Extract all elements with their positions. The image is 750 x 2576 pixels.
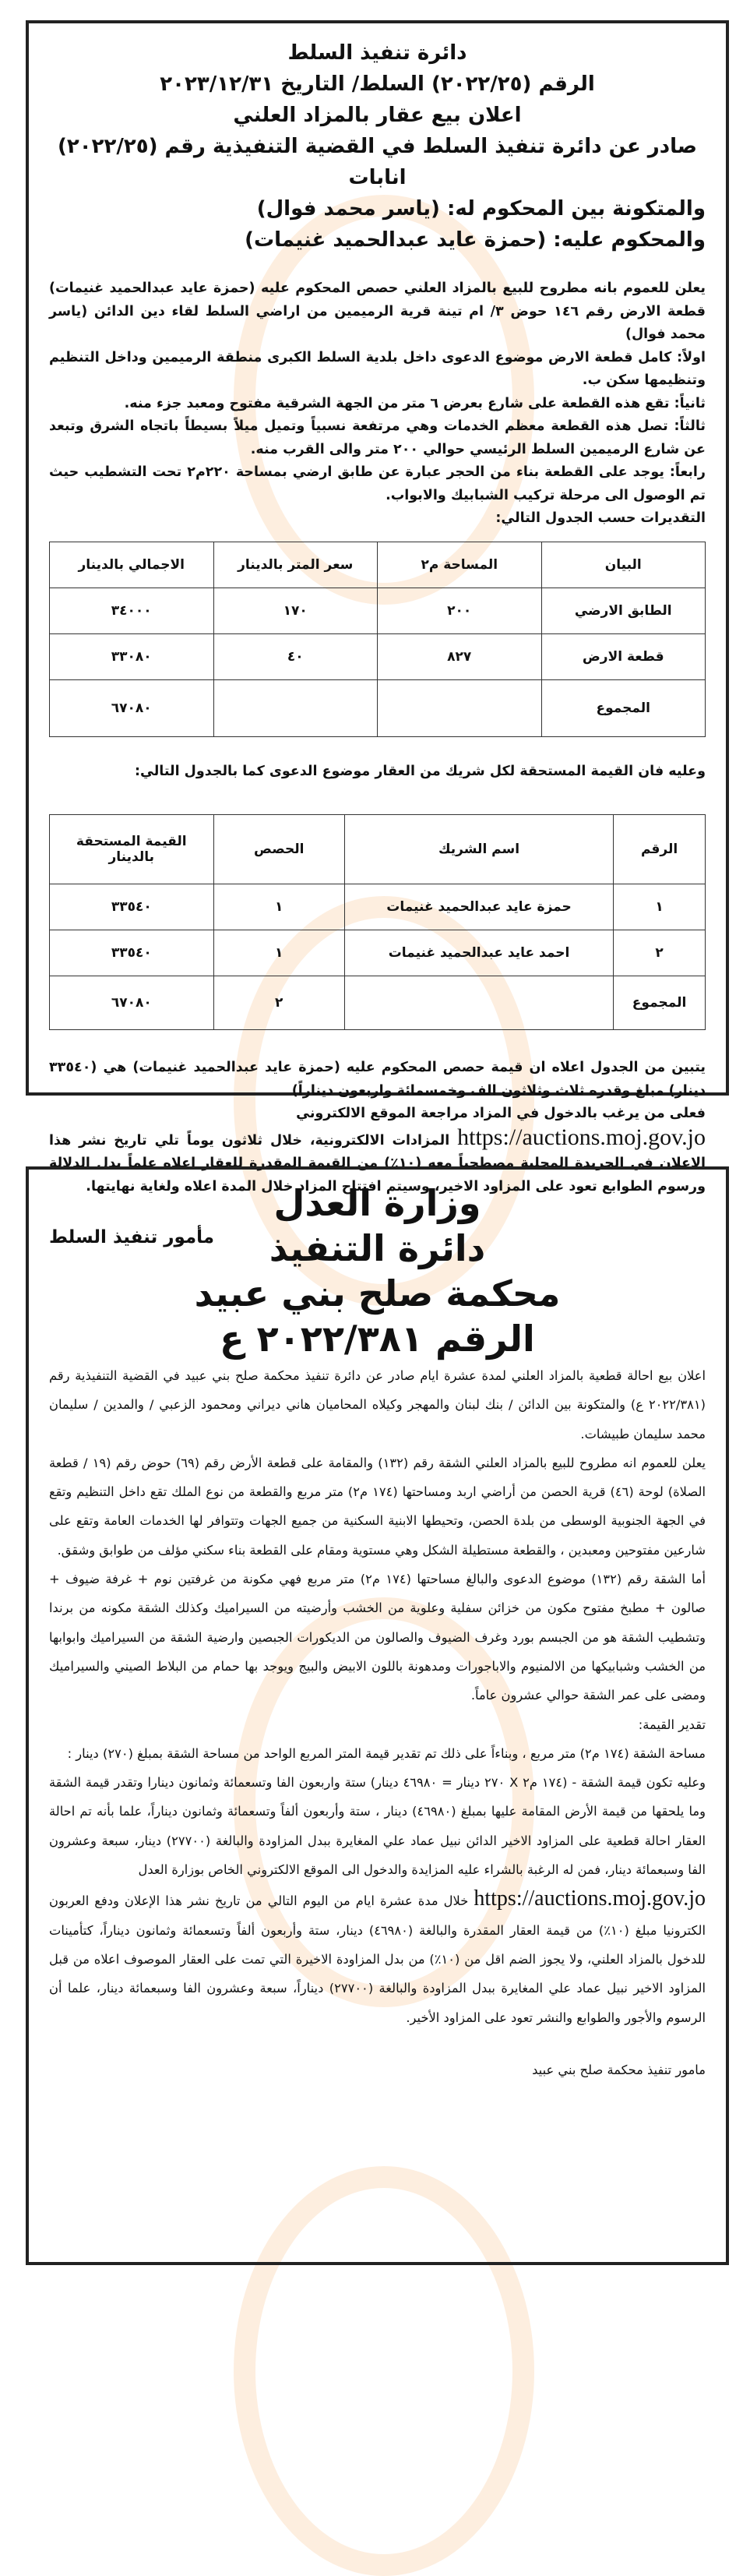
table-cell: ٣٣٥٤٠ (50, 930, 214, 976)
closing-paragraph: يتبين من الجدول اعلاه ان قيمة حصص المحكوم عليه (حمزة عايد عبدالحميد غنيمات) هي (٣٣٥٤٠ دينار) مبلغ وقدره ثلاث وثلاثون الف وخمسمائة واربعون ديناراً) (49, 1060, 706, 1099)
table-cell (378, 679, 542, 736)
table-row-total (50, 976, 706, 1030)
table-cell: ٢ (213, 976, 344, 1030)
table-row (50, 633, 706, 679)
table-header: البيان (541, 542, 706, 588)
table-cell: ٢ (614, 930, 706, 976)
table-header: اسم الشريك (344, 815, 613, 884)
notice-subject: اعلان بيع عقار بالمزاد العلني (233, 104, 522, 127)
table-cell: ٣٣٠٨٠ (50, 633, 214, 679)
table2-intro: وعليه فان القيمة المستحقة لكل شريك من العقار موضوع الدعوى كما بالجدول التالي: (135, 763, 706, 779)
table-cell: ٢٠٠ (378, 588, 542, 633)
notice-paragraph: وعليه تكون قيمة الشقة - (١٧٤ م٢ X ٢٧٠ دينار = ٤٦٩٨٠ دينار) ستة واربعون الفا وتسعمائة وثمانون دينارا وتقدر قيمة الشقة وما يلحقها من قيمة الأرض المقامة عليها بمبلغ (٤٦٩٨٠) دينار ، ستة وأربعون ألفاً وتسعمائة وثمانون ديناراً، علما بأنه تم احالة العقار احالة قطعية على المزاود الاخير الدائن نبيل عماد علي المغايرة ببدل المزاودة والبالغة (٢٧٧٠٠) دينار، سبعة وعشرون الفا وسبعمائة دينار، فمن له الرغبة بالشراء عليه المزايدة والدخول الى الموقع الالكتروني الخاص بوزارة العدل (49, 1775, 706, 1878)
table-cell (344, 976, 613, 1030)
court-title: محكمة صلح بني عبيد (194, 1272, 561, 1314)
table-header: الاجمالي بالدينار (50, 542, 214, 588)
table-row (50, 588, 706, 633)
signature: مامور تنفيذ محكمة صلح بني عبيد (532, 2062, 706, 2077)
notice-paragraph: أما الشقة رقم (١٣٢) موضوع الدعوى والبالغ مساحتها (١٧٤ م٢) متر مربع فهي مكونة من غرفتين نوم + غرفة ضيوف + صالون + مطبخ مفتوح مكون من خزائن سفلية وعلوية من الخشب وأرضيته من السيراميك وكذلك الشقة مكونه من برندا وتشطيب الشقة هو من الجبسم بورد وغرف الضيوف والصالون من الديكورات الجبصين وارضية الشقة من السيراميك وابوابها من الخشب وشبابيكها من الالمنيوم والاباجورات ومدهونة باللون الابيض والبيج ويوجد بها حمام من البلاط الصيني والسيراميك ومضى على عمر الشقة حوالي عشرون عاماً. (49, 1572, 706, 1703)
table-cell: ٣٣٥٤٠ (50, 884, 214, 930)
notice-paragraph: ثانياً: تقع هذه القطعة على شارع بعرض ٦ متر من الجهة الشرقية مفتوح ومعبد جزء منه. (124, 395, 706, 411)
table-cell: ١٧٠ (213, 588, 378, 633)
closing-paragraph: المزادات الالكترونية، خلال ثلاثون يوماً تلي تاريخ نشر هذا الاعلان في الجريدة المحلية مصطحباً معه (١٠٪) من القيمة المقدرة للعقار اعلاه علماً بدل الدلالة ورسوم الطوابع تعود على المزاود الاخير، وسيتم افتتاح المزاد خلال المدة اعلاه ولغاية نهايتها. (49, 1132, 706, 1194)
table-cell: الطابق الارضي (541, 588, 706, 633)
notice-paragraph: رابعاً: يوجد على القطعة بناء من الحجر عبارة عن طابق ارضي بمساحة ٢٢٠م٢ تحت التشطيب حيث تم الوصول الى مرحلة تركيب الشبابيك والابواب. (49, 464, 706, 503)
table-header: المساحة م٢ (378, 542, 542, 588)
auctions-link[interactable]: https://auctions.moj.gov.jo (474, 1886, 706, 1911)
table-cell: قطعة الارض (541, 633, 706, 679)
case-number: الرقم ٢٠٢٢/٣٨١ ع (220, 1318, 535, 1360)
auctions-link[interactable]: https://auctions.moj.gov.jo (457, 1124, 706, 1150)
table-cell: ٨٢٧ (378, 633, 542, 679)
notice-paragraph: تقدير القيمة: (638, 1717, 706, 1732)
notice-paragraph: التقديرات حسب الجدول التالي: (495, 510, 706, 526)
table-cell: المجموع (541, 679, 706, 736)
closing-paragraph: فعلى من يرغب بالدخول في المزاد مراجعة الموقع الالكتروني (296, 1106, 706, 1121)
notice-title: دائرة تنفيذ السلط (287, 41, 467, 65)
table-cell: ١ (213, 884, 344, 930)
table-cell: ١ (614, 884, 706, 930)
notice-paragraph: خلال مدة عشرة ايام من اليوم التالي من تاريخ نشر هذا الإعلان ودفع العربون الكترونيا مبلغ (١٠٪) من قيمة العقار المقدرة والبالغة (٤٦٩٨٠) دينار، ستة وأربعون ألفاً وتسعمائة وثمانون ديناراً، كتأمينات للدخول بالمزاد العلني، ولا يجوز الضم اقل من (١٠٪) من بدل المزاودة الاخيرة التي تمت على العقار الموصوف اعلاه من قبل المزاود الاخير نبيل عماد علي المغايرة ببدل المزاودة والبالغة (٢٧٧٠٠) ديناراً، سبعة وعشرون الفا وسبعمائة دينار، علما أن الرسوم والأجور والطوابع والنشر تعود على المزاود الأخير. (49, 1893, 706, 2025)
notice-paragraph: يعلن للعموم انه مطروح للبيع بالمزاد العلني الشقة رقم (١٣٢) والمقامة على قطعة الأرض رقم (٦٩) حوض رقم (١٩ / قطعة الصلاة) لوحة (٤٦) قرية الحصن من أراضي اربد ومساحتها (١٧٤ م٢) متر مربع والقطعة من نوع الملك تقع داخل التنظيم وتقع في الجهة الجنوبية الوسطى من بلدة الحصن، وتحيطها الابنية السكنية من جميع الجهات وتتوافر لها الخدمات العامة وتقع على شارعين مفتوحين ومعبدين ، والقطعة مستطيلة الشكل وهي مستوية ومقام على القطعة بناء سكني مؤلف من طوابق وشقق. (49, 1455, 706, 1558)
table-cell: ٦٧٠٨٠ (50, 679, 214, 736)
table-cell (213, 679, 378, 736)
auction-notice-bani-obaid (26, 1166, 729, 2265)
table-cell: ٦٧٠٨٠ (50, 976, 214, 1030)
table-header-row (50, 815, 706, 884)
creditor-line: والمتكونة بين المحكوم له: (ياسر محمد فوال) (256, 197, 706, 221)
notice-issuer: صادر عن دائرة تنفيذ السلط في القضية التنفيذية رقم (٢٠٢٢/٢٥) انابات (57, 135, 698, 189)
notice-paragraph: مساحة الشقة (١٧٤ م٢) متر مربع ، وبناءاً على ذلك تم تقدير قيمة المتر المربع الواحد من مساحة الشقة بمبلغ (٢٧٠) دينار : (67, 1745, 706, 1761)
table-row-total (50, 679, 706, 736)
notice-paragraph: ثالثاً: تصل هذه القطعة معظم الخدمات وهي مرتفعة نسبياً وتميل ميلاً بسيطاً باتجاه الشرق وتبعد عن شارع الرميمين السلط الرئيسي حوالي ٢٠٠ متر والى القرب منه. (49, 418, 706, 457)
table-header: القيمة المستحقة بالدينار (50, 815, 214, 884)
ministry-title: وزارة العدل (273, 1182, 481, 1224)
notice-paragraph: اعلان بيع احالة قطعية بالمزاد العلني لمدة عشرة ايام صادر عن دائرة تنفيذ محكمة صلح بني عبيد في القضية التنفيذية رقم (٢٠٢٢/٣٨١ ع) والمتكونة بين الدائن / بنك لبنان والمهجر وكيلاه المحاميان هاني ديراني ومحمود الزعبي / والمدين / سليمان محمد سليمان طبيشات. (49, 1368, 706, 1442)
notice-paragraph: يعلن للعموم بانه مطروح للبيع بالمزاد العلني حصص المحكوم عليه (حمزة عايد عبدالحميد غنيمات) قطعة الارض رقم ١٤٦ حوض ٣/ ام تينة قرية الرميمين من اراضي السلط لقاء دين الدائن (ياسر محمد فوال) (49, 281, 706, 342)
table-cell: ١ (213, 930, 344, 976)
table-cell: المجموع (614, 976, 706, 1030)
table-row (50, 930, 706, 976)
table-cell: ٤٠ (213, 633, 378, 679)
table-row (50, 884, 706, 930)
table-header: سعر المتر بالدينار (213, 542, 378, 588)
partners-table (49, 814, 706, 1030)
table-header-row (50, 542, 706, 588)
table-header: الحصص (213, 815, 344, 884)
department-title: دائرة التنفيذ (269, 1227, 486, 1269)
notice-paragraph: اولاً: كامل قطعة الارض موضوع الدعوى داخل بلدية السلط الكبرى منطقة الرميمين وداخل التنظيم وتنظيمها سكن ب. (49, 349, 706, 388)
table-header: الرقم (614, 815, 706, 884)
table-cell: ٣٤٠٠٠ (50, 588, 214, 633)
signature: مأمور تنفيذ السلط (49, 1227, 214, 1247)
valuation-table (49, 542, 706, 737)
table-cell: حمزة عايد عبدالحميد غنيمات (344, 884, 613, 930)
table-cell: احمد عايد عبدالحميد غنيمات (344, 930, 613, 976)
debtor-line: والمحكوم عليه: (حمزة عايد عبدالحميد غنيمات) (245, 228, 706, 252)
notice-number-date: الرقم (٢٠٢٢/٢٥) السلط/ التاريخ ٢٠٢٣/١٢/٣١ (160, 72, 595, 96)
